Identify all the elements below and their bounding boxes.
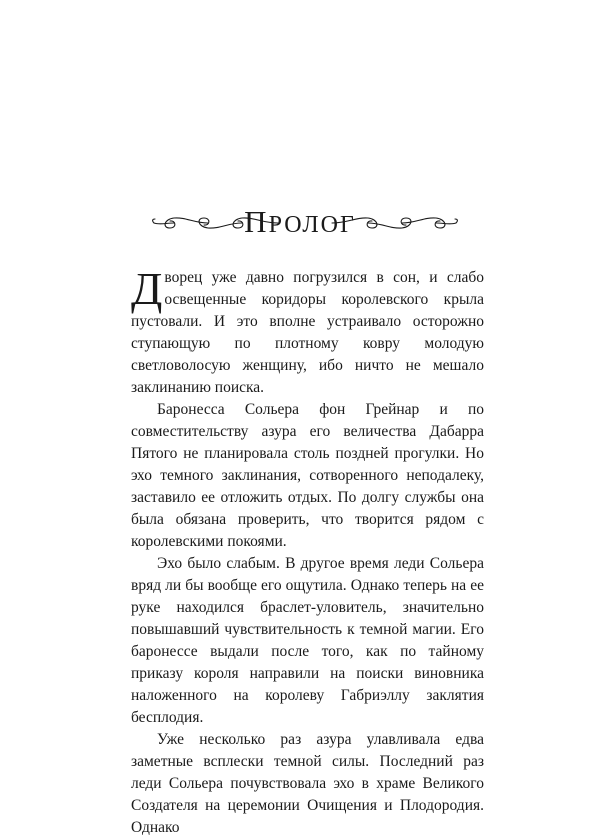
- paragraph-1: [131, 263, 484, 399]
- prologue-text: [131, 263, 484, 839]
- paragraph-1-text: ворец уже давно погрузился в сон, и слабо освещенные коридоры королевского крыла пустовали. И это вполне устраивало осторожно ступающую по плотному ковру молодую светловолосую женщину, ибо ничто не мешало заклинанию поиска.: [131, 269, 484, 396]
- chapter-heading: [0, 204, 600, 248]
- chapter-title: [0, 204, 600, 243]
- drop-cap: Д: [131, 263, 163, 314]
- paragraph-4: Уже несколько раз азура улавливала едва заметные всплески темной силы. Последний раз леди Сольера почувствовала эхо в храме Великого Создателя на церемонии Очищения и Плодородия. Однако: [131, 731, 484, 836]
- chapter-title-capital: П: [244, 204, 269, 239]
- paragraph-3: Эхо было слабым. В другое время леди Сольера вряд ли бы вообще его ощутила. Однако теперь на ее руке находился браслет-уловитель, значительно повышавший чувствительность к темной магии. Его баронессе выдали после того, как по тайному приказу короля направили на поиски виновника наложенного на королеву Габриэллу заклятия бесплодия.: [131, 555, 484, 726]
- paragraph-2: Баронесса Сольера фон Грейнар и по совместительству азура его величества Дабарра Пятого не планировала столь поздней прогулки. Но эхо темного заклинания, сотворенного неподалеку, заставило ее отложить отдых. По долгу службы она была обязана проверить, что творится рядом с королевскими покоями.: [131, 401, 484, 550]
- chapter-title-rest: РОЛОГ: [268, 212, 356, 238]
- right-flourish-ornament: [330, 210, 460, 236]
